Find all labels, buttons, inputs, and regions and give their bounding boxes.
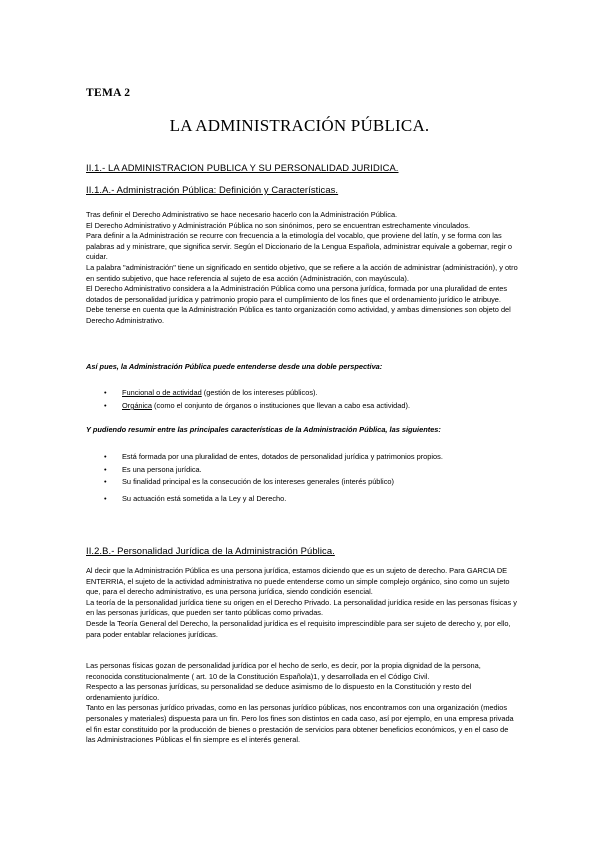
section-heading-ii1a: II.1.A.- Administración Pública: Definición y Características. [86,184,339,195]
list-item [104,386,524,399]
personalidad-paragraph [86,566,518,640]
caracteristica-text: Su actuación está sometida a la Ley y al Derecho. [122,493,287,503]
caracteristica-text: Es una persona jurídica. [122,464,202,474]
paragraph-line: La palabra "administración" tiene un significado en sentido objetivo, que se refiere a la acción de administrar (administración), y otro en sentido subjetivo, que hace referencia al sujeto de esa acción (Administración, con mayúscula). [86,262,518,283]
section-heading-ii2b: II.2.B.- Personalidad Jurídica de la Administración Pública. [86,545,335,556]
paragraph-line: Para definir a la Administración se recurre con frecuencia a la etimología del vocablo, que proviene del latín, y se forma con las palabras ad y ministrare, que significa servir. Según el Diccionario de la Lengua Española, administrar equivale a gobernar, regir o cuidar. [86,231,513,262]
paragraph-line: Las personas físicas gozan de personalidad jurídica por el hecho de serlo, es decir, por la propia dignidad de la persona, reconocida constitucionalmente ( art. 10 de la Constitución Española)1, y desarrollada en el Código Civil. [86,661,481,681]
caracteristicas-list [104,451,524,505]
perspectiva-text: (como el conjunto de órganos o instituciones que llevan a cabo esa actividad). [152,401,411,410]
bullet-icon: • [104,452,107,461]
personas-paragraph [86,661,518,746]
paragraph-line: Al decir que la Administración Pública es una persona jurídica, estamos diciendo que es un sujeto de derecho. Para GARCIA DE ENTERRIA, el sujeto de la actividad administrativa no puede entenderse como un simple complejo orgánico, sino como un sujeto que, para el derecho administrativo, es una persona jurídica, siendo condición esencial. [86,566,510,597]
bullet-icon: • [104,477,107,486]
perspectiva-term: Funcional o de actividad [122,388,202,397]
list-item [104,464,524,477]
bullet-icon: • [104,464,107,474]
list-item [104,493,524,506]
paragraph-line: Respecto a las personas jurídicas, su personalidad se deduce asimismo de lo dispuesto en la Constitución y resto del ordenamiento jurídico. [86,682,472,702]
list-item [104,399,524,412]
intro-paragraph [86,210,518,327]
bullet-icon: • [104,401,107,410]
perspectiva-list [104,386,524,412]
list-item [104,451,524,464]
paragraph-line: La teoría de la personalidad jurídica tiene su origen en el Derecho Privado. La personalidad jurídica reside en las personas físicas y en las personas jurídicas, que pueden ser tanto públicas como privadas. [86,597,517,618]
bullet-icon: • [104,388,107,397]
paragraph-line: Tanto en las personas jurídico privadas, como en las personas jurídico públicas, nos encontramos con una organización (medios personales y materiales) dispuesta para un fin. Pero los fines son distintos en cada caso, así por ejemplo, en una empresa privada el fin estar constituido por la producción de bienes o prestación de servicios para obtener beneficios económicos, y en el caso de las Administraciones Públicas el fin siempre es el interés general. [86,703,514,745]
list-item [104,476,524,489]
paragraph-line: El Derecho Administrativo y Administración Pública no son sinónimos, pero se encuentran estrechamente vinculados. [86,220,471,230]
paragraph-line: Desde la Teoría General del Derecho, la personalidad jurídica es el requisito imprescindible para ser sujeto de derecho y, por ello, para poder entablar relaciones jurídicas. [86,618,511,639]
paragraph-line: Tras definir el Derecho Administrativo se hace necesario hacerlo con la Administración Pública. [86,210,398,219]
tema-label: TEMA 2 [86,87,131,99]
section-heading-ii1: II.1.- LA ADMINISTRACION PUBLICA Y SU PERSONALIDAD JURIDICA. [86,162,399,173]
paragraph-line: El Derecho Administrativo considera a la Administración Pública como una persona jurídica, formada por una pluralidad de entes dotados de personalidad jurídica y patrimonio propio para el cumplimiento de los fines que el ordenamiento jurídico le atribuye. [86,284,508,304]
paragraph-line: Debe tenerse en cuenta que la Administración Pública es tanto organización como actividad, y ambas dimensiones son objeto del Derecho Administrativo. [86,305,511,325]
bullet-icon: • [104,493,107,503]
perspectiva-intro: Así pues, la Administración Pública puede entenderse desde una doble perspectiva: [86,362,383,371]
page-title: LA ADMINISTRACIÓN PÚBLICA. [169,116,430,135]
perspectiva-term: Orgánica [122,401,152,410]
caracteristica-text: Está formada por una pluralidad de entes, dotados de personalidad jurídica y patrimonios propios. [122,452,443,461]
perspectiva-text: (gestión de los intereses públicos). [201,388,318,397]
caracteristicas-intro: Y pudiendo resumir entre las principales características de la Administración Pública, las siguientes: [86,425,441,434]
caracteristica-text: Su finalidad principal es la consecución de los intereses generales (interés público) [122,477,394,486]
